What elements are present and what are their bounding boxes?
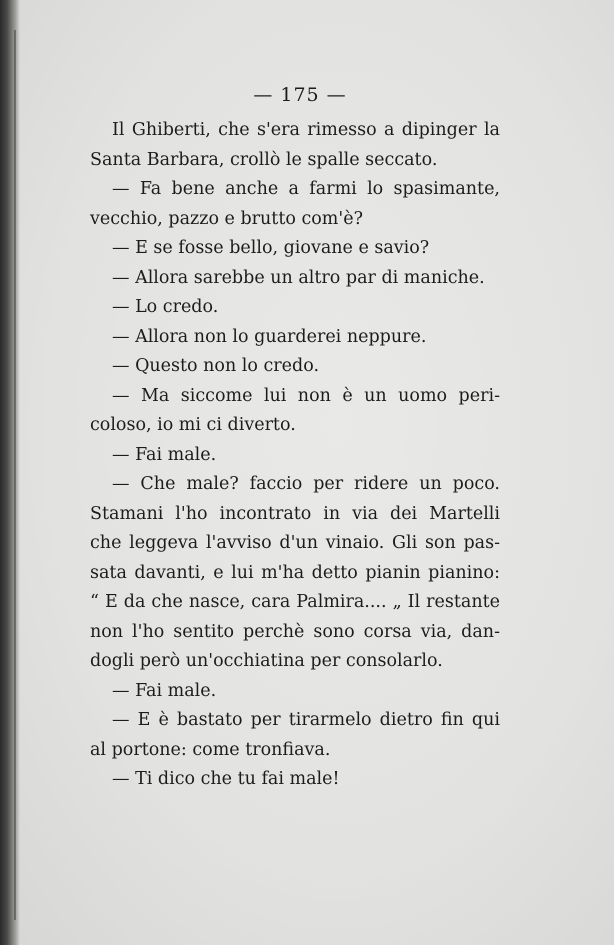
- text-line: che leggeva l'avviso d'un vinaio. Gli son pas-: [90, 533, 500, 553]
- text-line: vecchio, pazzo e brutto com'è?: [90, 208, 363, 229]
- text-line: — Allora non lo guarderei neppure.: [112, 326, 427, 347]
- text-line: non l'ho sentito perchè sono corsa via, dan-: [90, 621, 500, 642]
- text-line: — Ti dico che tu fai male!: [112, 769, 340, 789]
- text-line: al portone: come tronfiava.: [90, 739, 331, 760]
- body-text: [90, 116, 500, 795]
- text-line: — Che male? faccio per ridere un poco.: [112, 474, 500, 494]
- text-line: dogli però un'occhiatina per consolarlo.: [90, 651, 443, 671]
- text-line: — E se fosse bello, giovane e savio?: [112, 238, 430, 258]
- text-line: Santa Barbara, crollò le spalle seccato.: [90, 149, 438, 170]
- text-line: — Lo credo.: [112, 297, 219, 317]
- text-line: coloso, io mi ci diverto.: [90, 415, 296, 435]
- text-line: — E è bastato per tirarmelo dietro fin qui: [112, 710, 500, 730]
- page-number: — 175 —: [253, 84, 347, 106]
- binding-shadow: [0, 0, 20, 945]
- text-line: — Allora sarebbe un altro par di maniche.: [112, 267, 485, 288]
- text-line: “ E da che nasce, cara Palmira.... „ Il restante: [90, 592, 500, 612]
- text-line: Il Ghiberti, che s'era rimesso a dipinger la: [112, 120, 500, 140]
- text-line: — Fa bene anche a farmi lo spasimante,: [112, 179, 500, 199]
- text-line: sata davanti, e lui m'ha detto pianin pianino:: [90, 562, 500, 583]
- binding-stitch: [14, 30, 16, 920]
- text-line: — Fai male.: [112, 680, 217, 701]
- text-line: Stamani l'ho incontrato in via dei Martelli: [90, 503, 500, 524]
- text-line: — Questo non lo credo.: [112, 356, 320, 376]
- text-line: — Fai male.: [112, 444, 217, 465]
- text-line: — Ma siccome lui non è un uomo peri-: [112, 385, 500, 406]
